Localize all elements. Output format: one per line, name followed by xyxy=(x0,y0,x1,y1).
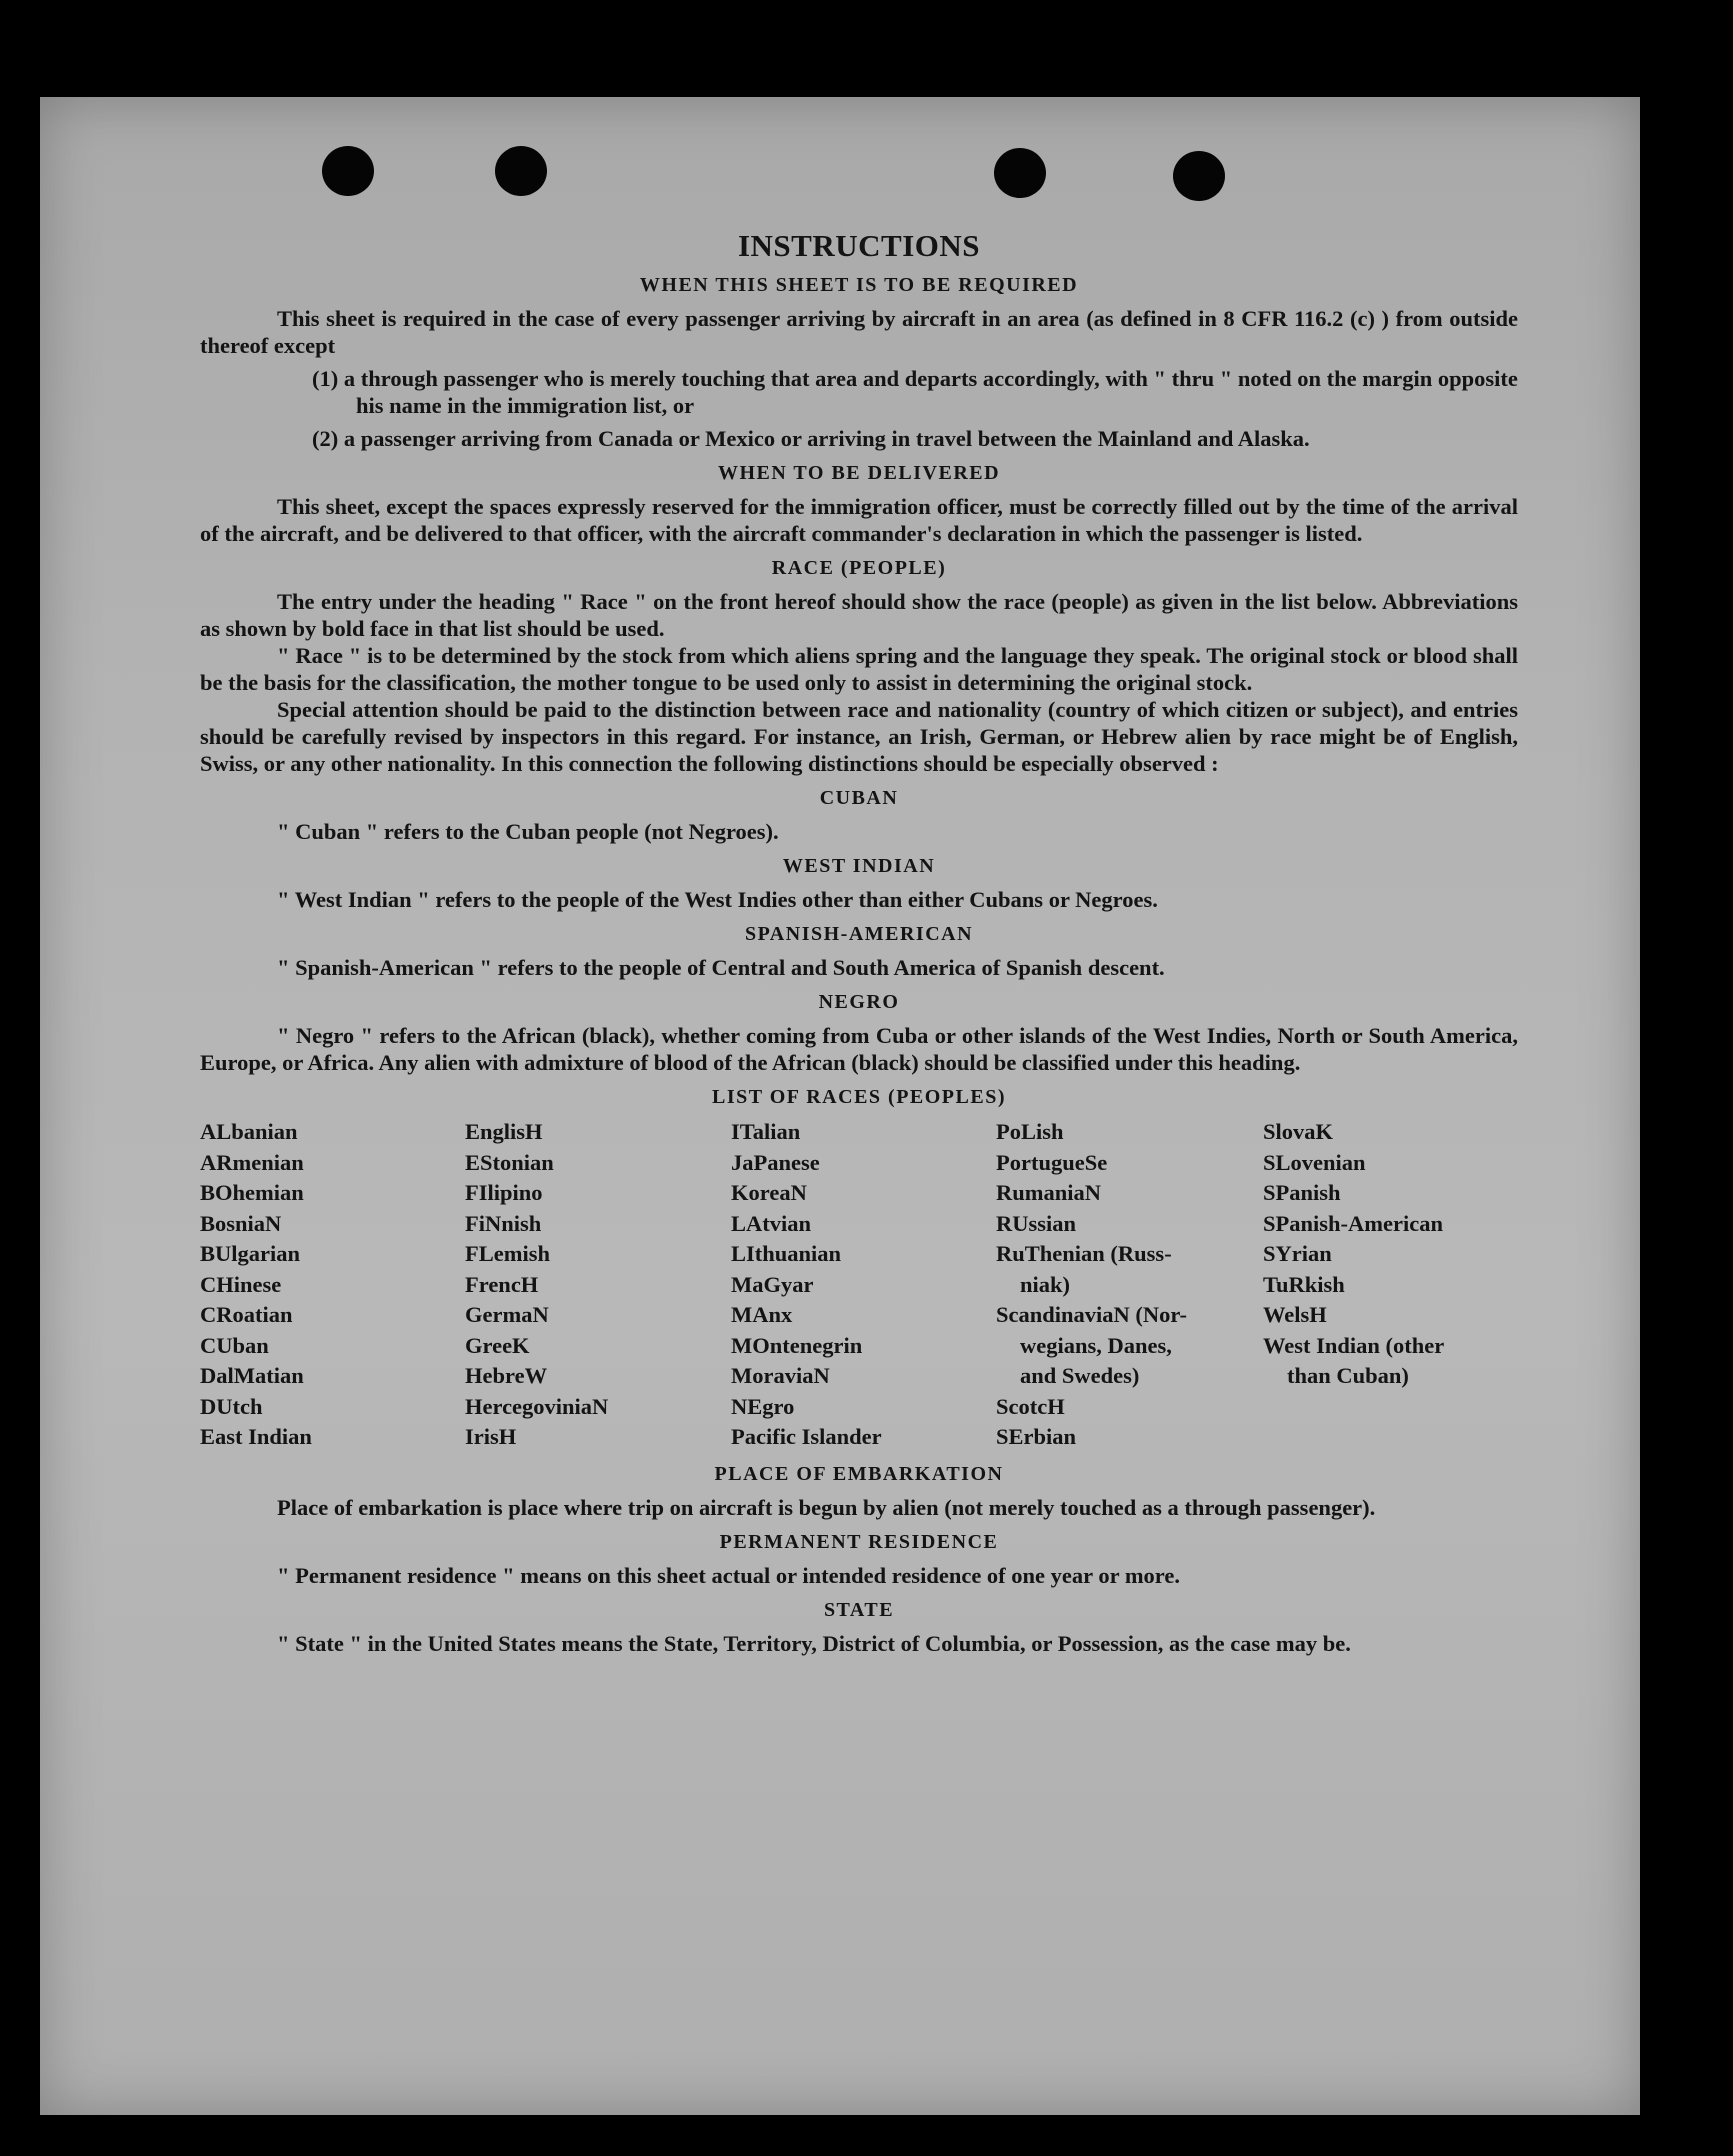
west-indian-text: " West Indian " refers to the people of the West Indies other than either Cubans or Negroes. xyxy=(277,887,1158,912)
race-item: CRoatian xyxy=(200,1302,293,1327)
race-item: TuRkish xyxy=(1263,1271,1345,1297)
instructions-content xyxy=(200,228,1518,1657)
exception-1: (1) a through passenger who is merely touching that area and departs accordingly, with " thru " noted on the margin opposite his name in the immigration list, or xyxy=(312,366,1518,418)
cuban-text: " Cuban " refers to the Cuban people (not Negroes). xyxy=(277,819,779,844)
section-heading-race: RACE (PEOPLE) xyxy=(771,557,947,579)
race-item: HebreW xyxy=(465,1363,548,1388)
races-column-3 xyxy=(731,1117,996,1453)
section-heading-state: STATE xyxy=(823,1598,895,1621)
race-item: SlovaK xyxy=(1263,1119,1334,1144)
race-item: BOhemian xyxy=(200,1180,304,1205)
race-item: BosniaN xyxy=(200,1210,282,1236)
race-item: ARmenian xyxy=(200,1149,304,1175)
punch-hole xyxy=(322,146,374,196)
race-item: NEgro xyxy=(731,1393,795,1419)
residence-text: " Permanent residence " means on this sheet actual or intended residence of one year or more. xyxy=(277,1562,1180,1588)
race-item: SLovenian xyxy=(1263,1149,1366,1175)
race-item-continuation: and Swedes) xyxy=(1020,1363,1140,1388)
race-item: IrisH xyxy=(465,1424,517,1449)
race-item: ITalian xyxy=(731,1119,801,1144)
race-item: SErbian xyxy=(996,1424,1077,1449)
race-item: GermaN xyxy=(465,1302,549,1327)
race-item: SPanish-American xyxy=(1263,1210,1443,1236)
race-item: CUban xyxy=(200,1332,269,1358)
section-heading-negro: NEGRO xyxy=(818,991,900,1013)
race-item: SPanish xyxy=(1263,1180,1341,1205)
race-item-continuation: niak) xyxy=(1020,1271,1071,1297)
document-sheet xyxy=(40,97,1640,2115)
state-text: " State " in the United States means the State, Territory, District of Columbia, or Possession, as the case may be. xyxy=(277,1630,1351,1656)
section-heading-delivered: WHEN TO BE DELIVERED xyxy=(717,462,1001,484)
race-item: RumaniaN xyxy=(996,1180,1102,1205)
race-item: HercegoviniaN xyxy=(465,1393,609,1419)
race-item-continuation: wegians, Danes, xyxy=(1020,1332,1172,1358)
embarkation-text: Place of embarkation is place where trip on aircraft is begun by alien (not merely touched as a through passenger). xyxy=(277,1494,1376,1520)
race-item: KoreaN xyxy=(731,1180,807,1205)
section-heading-required: WHEN THIS SHEET IS TO BE REQUIRED xyxy=(639,274,1079,296)
race-item: LAtvian xyxy=(731,1210,812,1236)
race-item: LIthuanian xyxy=(731,1241,842,1266)
race-item: SYrian xyxy=(1263,1241,1332,1266)
race-item: ScandinaviaN (Nor- xyxy=(996,1302,1188,1327)
section-heading-spanish-american: SPANISH-AMERICAN xyxy=(744,923,974,945)
races-column-2 xyxy=(465,1117,731,1453)
race-item: MaGyar xyxy=(731,1271,814,1297)
race-item: East Indian xyxy=(200,1424,312,1449)
delivered-text: This sheet, except the spaces expressly reserved for the immigration officer, must be correctly filled out by the time of the arrival of the aircraft, and be delivered to that officer, with the aircraft commander's declaration in which the passenger is listed. xyxy=(200,494,1518,546)
races-column-1 xyxy=(200,1117,465,1453)
page-title: INSTRUCTIONS xyxy=(737,228,980,263)
race-item: ScotcH xyxy=(996,1393,1065,1419)
race-paragraph-2: " Race " is to be determined by the stock from which aliens spring and the language they speak. The original stock or blood shall be the basis for the classification, the mother tongue to be used only to assist in determining the original stock. xyxy=(200,643,1518,695)
race-item: JaPanese xyxy=(731,1149,820,1175)
race-item: FIlipino xyxy=(465,1180,543,1205)
race-item: GreeK xyxy=(465,1332,530,1358)
race-item: EStonian xyxy=(465,1149,554,1175)
race-item: WelsH xyxy=(1263,1302,1327,1327)
race-item: BUlgarian xyxy=(200,1241,301,1266)
race-item: Pacific Islander xyxy=(731,1424,882,1449)
race-item: RuThenian (Russ- xyxy=(996,1241,1172,1266)
section-heading-west-indian: WEST INDIAN xyxy=(782,855,936,877)
race-item: FrencH xyxy=(465,1271,539,1297)
punch-hole xyxy=(1173,151,1225,201)
race-item: MoraviaN xyxy=(731,1363,830,1388)
race-item: MOntenegrin xyxy=(731,1332,863,1358)
race-item-continuation: than Cuban) xyxy=(1287,1363,1409,1388)
race-item: FiNnish xyxy=(465,1210,542,1236)
section-heading-embarkation: PLACE OF EMBARKATION xyxy=(714,1462,1004,1485)
negro-text: " Negro " refers to the African (black), whether coming from Cuba or other islands of the West Indies, North or South America, Europe, or Africa. Any alien with admixture of blood of the African (black) should be classified under this heading. xyxy=(200,1023,1518,1075)
spanish-american-text: " Spanish-American " refers to the people of Central and South America of Spanish descent. xyxy=(277,955,1165,980)
race-item: DalMatian xyxy=(200,1363,304,1388)
race-item: MAnx xyxy=(731,1302,793,1327)
race-paragraph-3: Special attention should be paid to the distinction between race and nationality (country of which citizen or subject), and entries should be carefully revised by inspectors in this regard. For instance, an Irish, German, or Hebrew alien by race might be of English, Swiss, or any other nationality. In this connection the following distinctions should be especially observed : xyxy=(200,697,1518,776)
exception-2: (2) a passenger arriving from Canada or Mexico or arriving in travel between the Mainland and Alaska. xyxy=(312,426,1310,451)
section-heading-cuban: CUBAN xyxy=(819,787,899,809)
required-intro: This sheet is required in the case of every passenger arriving by aircraft in an area (as defined in 8 CFR 116.2 (c) ) from outside thereof except xyxy=(200,306,1518,358)
section-heading-list-of-races: LIST OF RACES (PEOPLES) xyxy=(711,1086,1006,1108)
race-item: FLemish xyxy=(465,1241,551,1266)
race-item: DUtch xyxy=(200,1393,263,1419)
race-item: West Indian (other xyxy=(1263,1332,1445,1358)
race-item: PortugueSe xyxy=(996,1149,1108,1175)
race-item: PoLish xyxy=(996,1119,1064,1144)
section-heading-residence: PERMANENT RESIDENCE xyxy=(719,1530,999,1553)
race-item: RUssian xyxy=(996,1210,1077,1236)
punch-hole xyxy=(495,146,547,196)
races-list xyxy=(200,1117,1518,1453)
races-column-5 xyxy=(1263,1117,1483,1453)
race-item: CHinese xyxy=(200,1271,282,1297)
race-item: ALbanian xyxy=(200,1119,298,1144)
race-item: EnglisH xyxy=(465,1119,543,1144)
punch-hole xyxy=(994,148,1046,198)
races-column-4 xyxy=(996,1117,1263,1453)
race-paragraph-1: The entry under the heading " Race " on the front hereof should show the race (people) as given in the list below. Abbreviations as shown by bold face in that list should be used. xyxy=(200,589,1518,641)
